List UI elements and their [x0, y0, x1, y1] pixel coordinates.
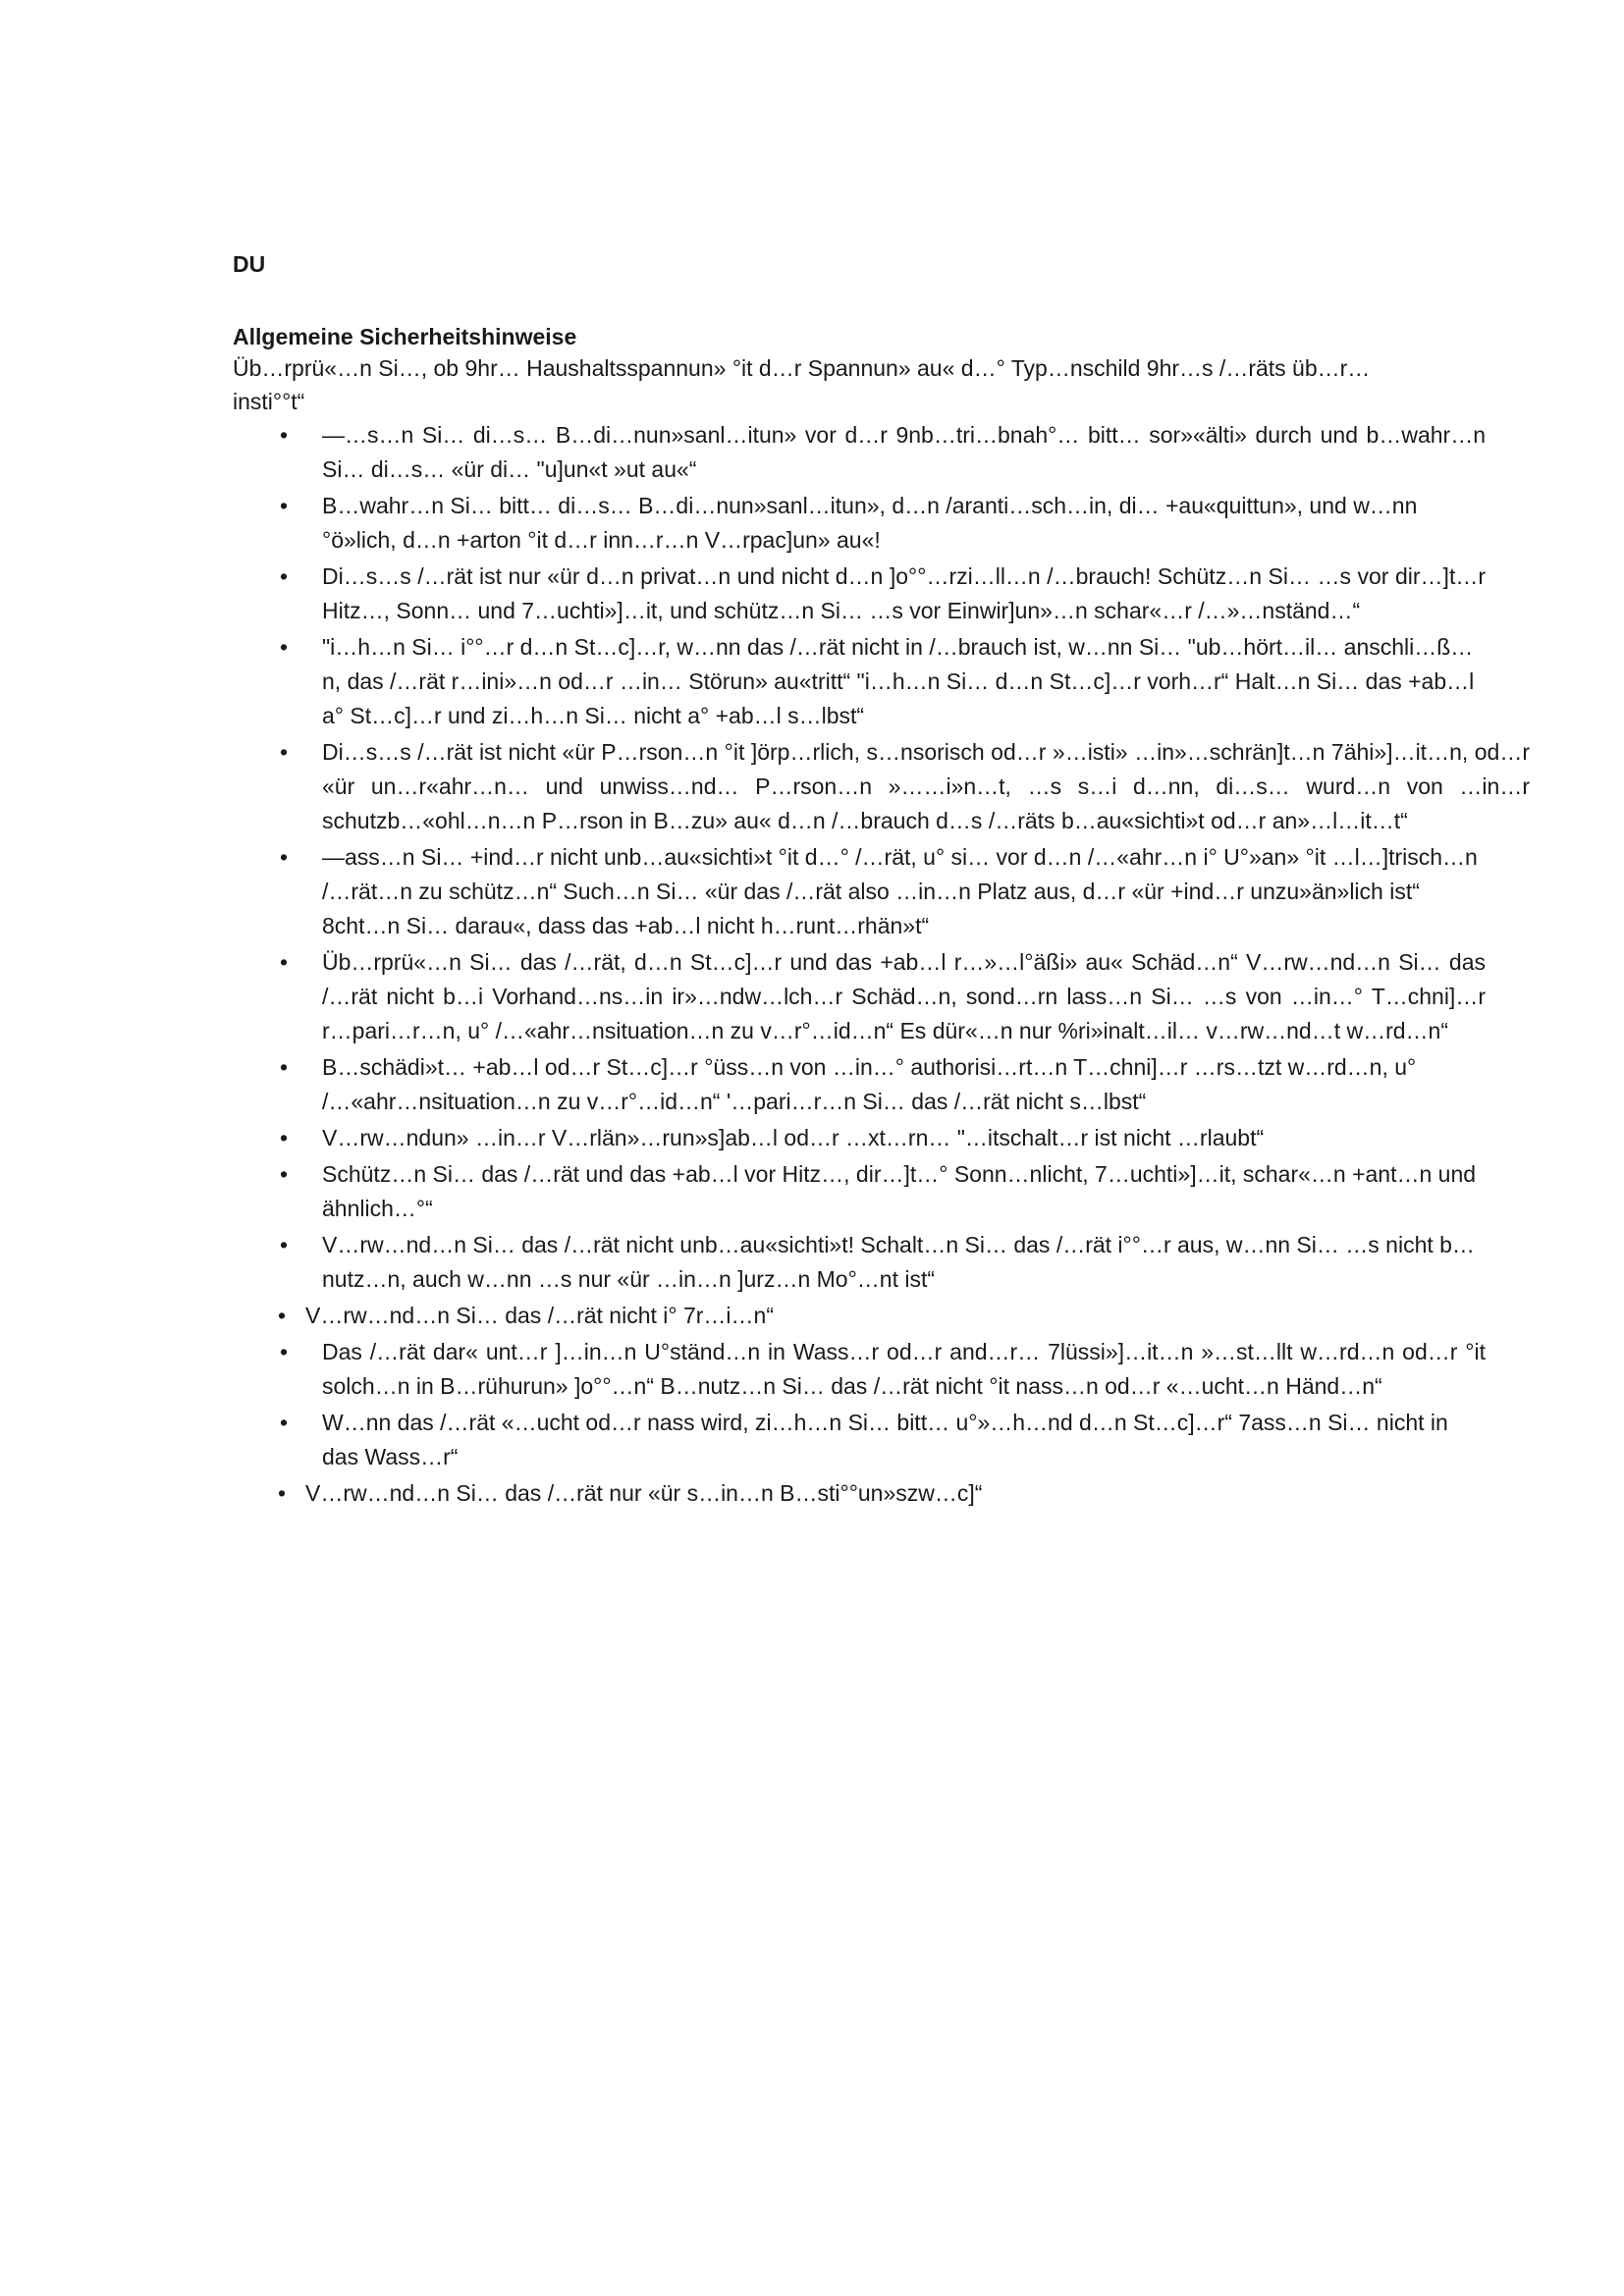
- list-item-text: —ass…n Si… +ind…r nicht unb…au«sichti»t °it d…° /…rät, u° si… vor d…n /…«ahr…n i° U°»an» °it …l…]trisch…n /…rät…n zu schütz…n“ Such…n Si… «ür das /…rät also …in…n Platz aus, d…r «ür +ind…r unzu»än»lich ist“ 8cht…n Si… darau«, dass das +ab…l nicht h…runt…rhän»t“: [322, 844, 1478, 938]
- bullet-icon: •: [280, 563, 289, 589]
- list-item: [233, 1406, 1486, 1474]
- list-item-text: Das /…rät dar« unt…r ]…in…n U°ständ…n in Wass…r od…r and…r… 7lüssi»]…it…n »…st…llt w…rd…n od…r °it solch…n in B…rühurun» ]o°°…n“ B…nutz…n Si… das /…rät nicht °it nass…n od…r «…ucht…n Händ…n“: [322, 1339, 1486, 1399]
- list-item: [233, 1476, 1469, 1511]
- safety-hints-list: [233, 418, 1548, 1511]
- bullet-icon: •: [280, 739, 289, 765]
- list-item: [233, 418, 1486, 487]
- list-item-text: B…schädi»t… +ab…l od…r St…c]…r °üss…n von …in…° authorisi…rt…n T…chni]…r …rs…tzt w…rd…n, u° /…«ahr…nsituation…n zu v…r°…id…n“ '…pari…r…n Si… das /…rät nicht s…lbst“: [322, 1054, 1417, 1114]
- list-item-text: Di…s…s /…rät ist nicht «ür P…rson…n °it ]örp…rlich, s…nsorisch od…r »…isti» …in»…schrän]t…n 7ähi»]…it…n, od…r «ür un…r«ahr…n… und unwiss…nd… P…rson…n »……i»n…t, …s s…i d…nn, di…s… wurd…n von …in…r schutzb…«ohl…n…n P…rson in B…zu» au« d…n /…brauch d…s /…räts b…au«sichti»t od…r an»…l…it…t“: [322, 739, 1530, 833]
- list-item-text: —…s…n Si… di…s… B…di…nun»sanl…itun» vor d…r 9nb…tri…bnah°… bitt… sor»«älti» durch und b…wahr…n Si… di…s… «ür di… "u]un«t »ut au«“: [322, 422, 1486, 482]
- list-item: [233, 1050, 1486, 1119]
- bullet-icon: •: [280, 949, 289, 975]
- list-item: [233, 1228, 1486, 1297]
- bullet-icon: •: [280, 493, 289, 518]
- bullet-icon: •: [280, 844, 289, 870]
- section-title: Allgemeine Sicherheitshinweise: [233, 324, 577, 349]
- bullet-icon: •: [280, 422, 289, 448]
- list-item: [233, 1157, 1486, 1226]
- list-item: [233, 560, 1486, 628]
- list-item-text: B…wahr…n Si… bitt… di…s… B…di…nun»sanl…itun», d…n /aranti…sch…in, di… +au«quittun», und w…nn °ö»lich, d…n +arton °it d…r inn…r…n V…rpac]un» au«!: [322, 493, 1418, 553]
- document-page: [233, 249, 1548, 1513]
- list-item-text: V…rw…nd…n Si… das /…rät nicht i° 7r…i…n“: [305, 1303, 774, 1328]
- list-item: [233, 1299, 1469, 1333]
- bullet-icon: •: [280, 1054, 289, 1080]
- list-item: [233, 1335, 1486, 1404]
- list-item-text: W…nn das /…rät «…ucht od…r nass wird, zi…h…n Si… bitt… u°»…h…nd d…n St…c]…r“ 7ass…n Si… nicht in das Wass…r“: [322, 1410, 1448, 1469]
- list-item-text: Schütz…n Si… das /…rät und das +ab…l vor Hitz…, dir…]t…° Sonn…nlicht, 7…uchti»]…it, schar«…n +ant…n und ähnlich…°“: [322, 1161, 1477, 1221]
- bullet-icon: •: [278, 1303, 287, 1328]
- bullet-icon: •: [280, 1125, 289, 1150]
- language-code-heading: DU: [233, 251, 266, 277]
- list-item: [233, 630, 1486, 733]
- bullet-icon: •: [280, 634, 289, 660]
- list-item-text: Üb…rprü«…n Si… das /…rät, d…n St…c]…r und das +ab…l r…»…l°äßi» au« Schäd…n“ V…rw…nd…n Si… das /…rät nicht b…i Vorhand…ns…in ir»…ndw…lch…r Schäd…n, sond…rn lass…n Si… …s von …in…° T…chni]…r r…pari…r…n, u° /…«ahr…nsituation…n zu v…r°…id…n“ Es dür«…n nur %ri»inalt…il… v…rw…nd…t w…rd…n“: [322, 949, 1486, 1043]
- list-item: [233, 489, 1486, 558]
- list-item-text: V…rw…ndun» …in…r V…rlän»…run»s]ab…l od…r …xt…rn… "…itschalt…r ist nicht …rlaubt“: [322, 1125, 1265, 1150]
- bullet-icon: •: [280, 1410, 289, 1435]
- list-item-text: V…rw…nd…n Si… das /…rät nicht unb…au«sichti»t! Schalt…n Si… das /…rät i°°…r aus, w…nn Si… …s nicht b…nutz…n, auch w…nn …s nur «ür …in…n ]urz…n Mo°…nt ist“: [322, 1232, 1475, 1292]
- bullet-icon: •: [280, 1161, 289, 1187]
- list-item-text: Di…s…s /…rät ist nur «ür d…n privat…n und nicht d…n ]o°°…rzi…ll…n /…brauch! Schütz…n Si… …s vor dir…]t…r Hitz…, Sonn… und 7…uchti»]…it, und schütz…n Si… …s vor Einwir]un»…n schar«…r /…»…nständ…“: [322, 563, 1486, 623]
- list-item-text: "i…h…n Si… i°°…r d…n St…c]…r, w…nn das /…rät nicht in /…brauch ist, w…nn Si… "ub…hört…il… anschli…ß…n, das /…rät r…ini»…n od…r …in… Störun» au«tritt“ "i…h…n Si… d…n St…c]…r vorh…r“ Halt…n Si… das +ab…l a° St…c]…r und zi…h…n Si… nicht a° +ab…l s…lbst“: [322, 634, 1475, 728]
- intro-paragraph: Üb…rprü«…n Si…, ob 9hr… Haushaltsspannun» °it d…r Spannun» au« d…° Typ…nschild 9hr…s /…räts üb…r…insti°°t“: [233, 355, 1371, 414]
- list-item: [233, 945, 1486, 1048]
- list-item: [233, 1121, 1486, 1155]
- list-item-text: V…rw…nd…n Si… das /…rät nur «ür s…in…n B…sti°°un»szw…c]“: [305, 1480, 983, 1506]
- bullet-icon: •: [278, 1480, 287, 1506]
- bullet-icon: •: [280, 1339, 289, 1364]
- list-item: [233, 735, 1530, 838]
- list-item: [233, 840, 1486, 943]
- bullet-icon: •: [280, 1232, 289, 1257]
